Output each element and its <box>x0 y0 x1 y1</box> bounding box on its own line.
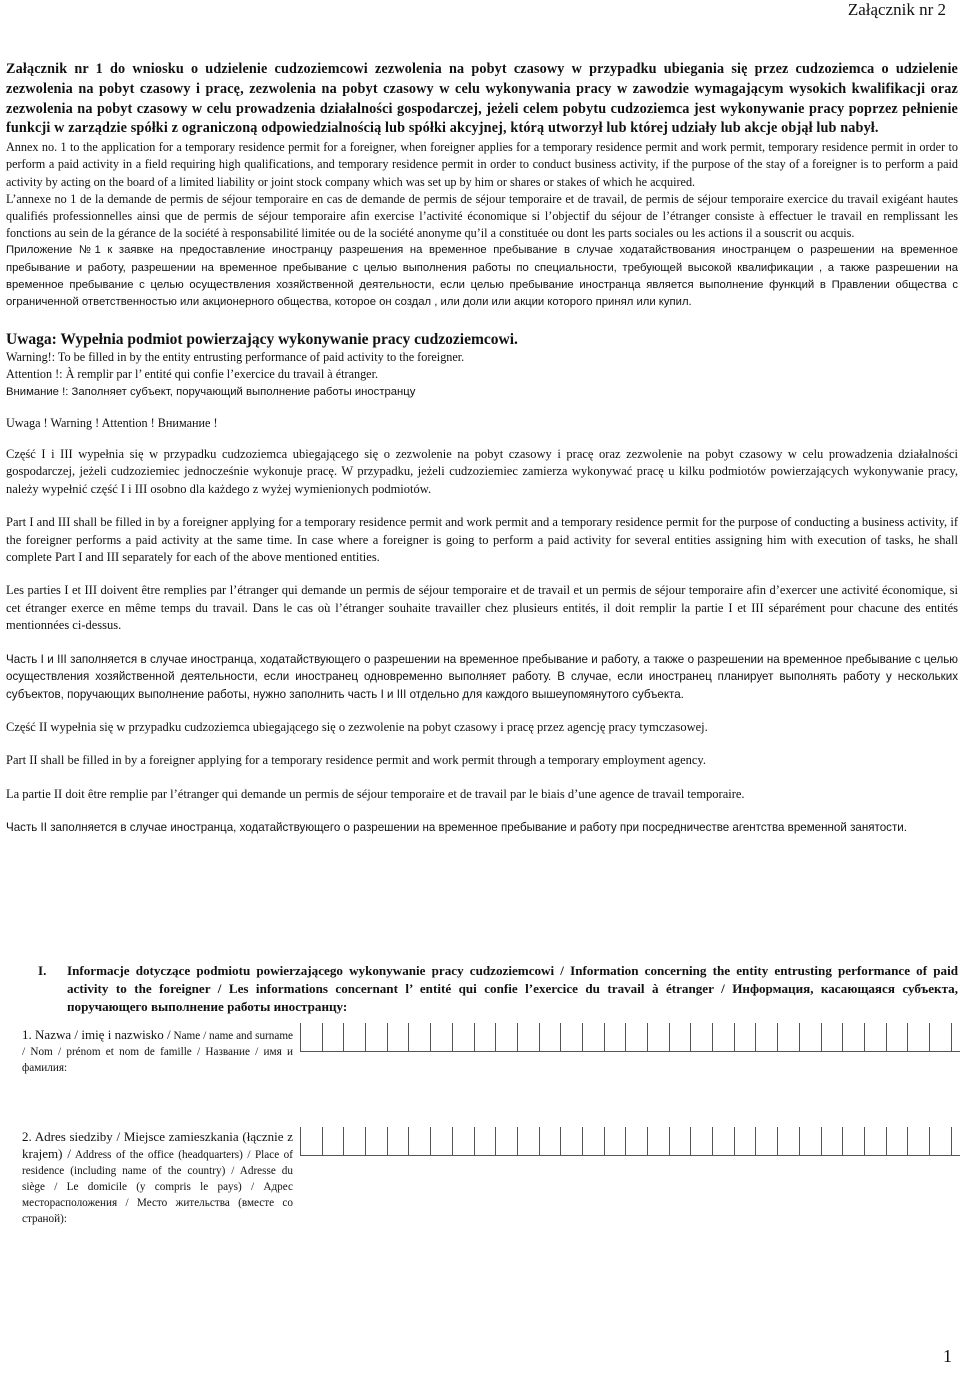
char-box[interactable] <box>886 1127 908 1155</box>
title-polish: Załącznik nr 1 do wniosku o udzielenie cudzoziemcowi zezwolenia na pobyt czasowy w przypadku ubiegania się przez cudzoziemca o udzielenie zezwolenia na pobyt czasowy i pracę, zezwolenia na pobyt czasowy w celu wykonywania pracy w zawodzie wymagającym wysokich kwalifikacji oraz zezwolenia na pobyt czasowy w celu prowadzenia działalności gospodarczej, jeżeli celem pobytu cudzoziemca jest wykonywanie pracy poprzez pełnienie funkcji w zarządzie spółki z ograniczoną odpowiedzialnością lub spółki akcyjnej, którą utworzył lub której udziały lub akcje objął lub nabył. <box>6 61 958 137</box>
char-box[interactable] <box>582 1023 604 1051</box>
char-box[interactable] <box>560 1127 582 1155</box>
char-box[interactable] <box>604 1127 626 1155</box>
char-box[interactable] <box>604 1023 626 1051</box>
char-box[interactable] <box>864 1127 886 1155</box>
char-box[interactable] <box>430 1127 452 1155</box>
parts-i-iii-english: Part I and III shall be filled in by a foreigner applying for a temporary residence permit and work permit and a temporary residence permit for the purpose of conducting a business activity, if the foreigner performs a paid activity at the same time. In case where a foreigner is going to perform a paid activity for several entities assigning him with execution of tasks, he shall complete Part I and III separately for each of the above mentioned entities. <box>6 515 958 565</box>
char-box[interactable] <box>452 1127 474 1155</box>
char-box[interactable] <box>647 1127 669 1155</box>
section-i-title: Informacje dotyczące podmiotu powierzającego wykonywanie pracy cudzoziemcowi / Information concerning the entity entrusting performance of paid activity to the foreigner / Les informations concernant l’ entité qui confie l’exercice du travail à étranger / Информация, касающаяся субъекта, поручающего выполнение работы иностранцу: <box>67 963 958 1014</box>
char-box[interactable] <box>907 1023 929 1051</box>
field-1-label-main: 1. Nazwa / imię i nazwisko / <box>22 1027 171 1042</box>
char-box[interactable] <box>755 1023 777 1051</box>
char-box[interactable] <box>842 1023 864 1051</box>
char-box[interactable] <box>430 1023 452 1051</box>
part-ii-french: La partie II doit être remplie par l’étranger qui demande un permis de séjour temporaire et de travail par le biais d’une agence de travail temporaire. <box>6 786 745 801</box>
char-box[interactable] <box>343 1023 365 1051</box>
char-box[interactable] <box>300 1127 322 1155</box>
parts-i-iii-polish: Część I i III wypełnia się w przypadku cudzoziemca ubiegającego się o zezwolenie na pobyt czasowy i pracę oraz zezwolenie na pobyt czasowy w celu prowadzenia działalności gospodarczej, jeżeli cudzoziemiec jednocześnie wykonuje pracę. W przypadku, jeżeli cudzoziemiec zamierza wykonywać pracę u kilku podmiotów powierzających wykonywanie pracy, należy wypełnić część I i III osobno dla każdego z wyżej wymienionych podmiotów. <box>6 447 958 496</box>
title-russian: Приложение №1 к заявке на предоставление иностранцу разрешения на временное пребывание в случае ходатайствования иностранцем о разрешении на временное пребывание и работу, разрешении на временное пребывание с целью выполнения работы по специальности, требующей высокой квалификации , а также разрешении на временное пребывание с целью осуществления хозяйственной деятельности, если целью пребывание иностранца является выполнение функций в Правлении общества с ограниченной ответственностью или акционерного общества, которое он создал , или доли или акции которого принял или купил. <box>6 244 958 309</box>
field-2-label-rest: Address of the office (headquarters) / Place of residence (including name of the country) / Adresse du siège / Le domicile (y compris le pays) / Адрес месторасположения / Место жительства (вместе со страной): <box>22 1149 293 1225</box>
page-number: 1 <box>943 1346 952 1366</box>
char-box[interactable] <box>842 1127 864 1155</box>
char-box[interactable] <box>690 1127 712 1155</box>
char-box[interactable] <box>777 1127 799 1155</box>
char-box[interactable] <box>929 1127 951 1155</box>
section-i-heading <box>38 962 958 1015</box>
char-box[interactable] <box>712 1023 734 1051</box>
char-box[interactable] <box>755 1127 777 1155</box>
char-box[interactable] <box>517 1023 539 1051</box>
char-box[interactable] <box>777 1023 799 1051</box>
field-1-name-input[interactable] <box>300 1023 960 1052</box>
section-i-number: I. <box>38 963 47 978</box>
char-box[interactable] <box>690 1023 712 1051</box>
part-ii-english: Part II shall be filled in by a foreigner applying for a temporary residence permit and work permit through a temporary employment agency. <box>6 753 706 768</box>
char-box[interactable] <box>560 1023 582 1051</box>
char-box[interactable] <box>734 1127 756 1155</box>
char-box[interactable] <box>712 1127 734 1155</box>
char-box[interactable] <box>821 1127 843 1155</box>
warning-english: Warning!: To be filled in by the entity entrusting performance of paid activity to the foreigner. <box>6 350 465 365</box>
document-body <box>6 60 958 837</box>
char-box[interactable] <box>474 1127 496 1155</box>
char-box[interactable] <box>625 1023 647 1051</box>
part-ii-russian: Часть II заполняется в случае иностранца, ходатайствующего о разрешении на временное пребывание и работу при посредничестве агентства временной занятости. <box>6 821 907 835</box>
char-box[interactable] <box>951 1127 960 1155</box>
warning-russian: Внимание !: Заполняет субъект, поручающий выполнение работы иностранцу <box>6 385 416 398</box>
char-box[interactable] <box>929 1023 951 1051</box>
field-1-label-rest: Name / name and surname / Nom / prénom et nom de famille / Название / имя и фамилия: <box>22 1030 293 1074</box>
char-box[interactable] <box>799 1023 821 1051</box>
char-box[interactable] <box>821 1023 843 1051</box>
char-box[interactable] <box>408 1023 430 1051</box>
char-box[interactable] <box>517 1127 539 1155</box>
field-1-label <box>22 1027 293 1076</box>
char-box[interactable] <box>539 1023 561 1051</box>
char-box[interactable] <box>669 1127 691 1155</box>
char-box[interactable] <box>300 1023 322 1051</box>
char-box[interactable] <box>495 1023 517 1051</box>
char-box[interactable] <box>343 1127 365 1155</box>
part-ii-polish: Część II wypełnia się w przypadku cudzoziemca ubiegającego się o zezwolenie na pobyt czasowy i pracę przez agencję pracy tymczasowej. <box>6 719 708 734</box>
attachment-label: Załącznik nr 2 <box>847 0 946 19</box>
char-box[interactable] <box>365 1023 387 1051</box>
warning-all-languages: Uwaga ! Warning ! Attention ! Внимание ! <box>6 415 218 430</box>
char-box[interactable] <box>474 1023 496 1051</box>
char-box[interactable] <box>495 1127 517 1155</box>
char-box[interactable] <box>387 1023 409 1051</box>
char-box[interactable] <box>365 1127 387 1155</box>
char-box[interactable] <box>951 1023 960 1051</box>
char-box[interactable] <box>582 1127 604 1155</box>
char-box[interactable] <box>322 1023 344 1051</box>
char-box[interactable] <box>907 1127 929 1155</box>
char-box[interactable] <box>799 1127 821 1155</box>
warning-french: Attention !: À remplir par l’ entité qui confie l’exercice du travail à étranger. <box>6 367 379 382</box>
field-2-label-main: 2. Adres siedziby / Miejsce zamieszkania (łącznie z krajem) / <box>22 1129 293 1161</box>
title-french: L’annexe no 1 de la demande de permis de séjour temporaire en cas de demande de permis de séjour temporaire et de travail, de permis de séjour temporaire exercice du travail exigéant hautes qualifiés professionnelles ainsi que de permis de séjour temporaire afin exercise l’activité économique si l’objectif du séjour de l’étranger consiste à effectuer le travail en remplissant les fonctions au sein de la gérance de la société à responsabilité limitée ou de la société anonyme qu’il a constituée ou dont les parts sociales ou les actions il a souscrit ou acquis. <box>6 191 958 241</box>
char-box[interactable] <box>734 1023 756 1051</box>
field-2-label <box>22 1129 293 1227</box>
char-box[interactable] <box>864 1023 886 1051</box>
char-box[interactable] <box>408 1127 430 1155</box>
char-box[interactable] <box>625 1127 647 1155</box>
char-box[interactable] <box>886 1023 908 1051</box>
char-box[interactable] <box>539 1127 561 1155</box>
parts-i-iii-french: Les parties I et III doivent être remplies par l’étranger qui demande un permis de séjour temporaire et de travail et un permis de séjour temporaire afin d’exercer une activité économique, si cet étranger exerce en même temps du travail. Dans le cas où l’étranger souhaite travailler chez plusieurs entités, il doit remplir la partie I et III séparément pour chacune des entités mentionnées ci-dessus. <box>6 583 958 633</box>
char-box[interactable] <box>452 1023 474 1051</box>
title-english: Annex no. 1 to the application for a temporary residence permit for a foreigner, when foreigner applies for a temporary residence permit and work permit, temporary residence permit in order to perform a paid activity in a field requiring high qualifications, and temporary residence permit in order to conduct business activity, if the purpose of the stay of a foreigner is to perform a paid activity by acting on the board of a limited liability or joint stock company which was set up by him or shares or stakes of which he acquired. <box>6 140 958 189</box>
parts-i-iii-russian: Часть I и III заполняется в случае иностранца, ходатайствующего о разрешении на временное пребывание и работу, а также о разрешении на временное пребывание с целью осуществления хозяйственной деятельности, если иностранец одновременно выполняет работу. В случае, если иностранец планирует выполнять работу у нескольких субъектов, поручающих выполнение работы, нужно заполнить часть I и III отдельно для каждого вышеупомянутого субъекта. <box>6 652 958 701</box>
warning-heading: Uwaga: Wypełnia podmiot powierzający wykonywanie pracy cudzoziemcowi. <box>6 331 518 349</box>
field-2-address-input[interactable] <box>300 1127 960 1156</box>
char-box[interactable] <box>387 1127 409 1155</box>
char-box[interactable] <box>669 1023 691 1051</box>
char-box[interactable] <box>322 1127 344 1155</box>
char-box[interactable] <box>647 1023 669 1051</box>
